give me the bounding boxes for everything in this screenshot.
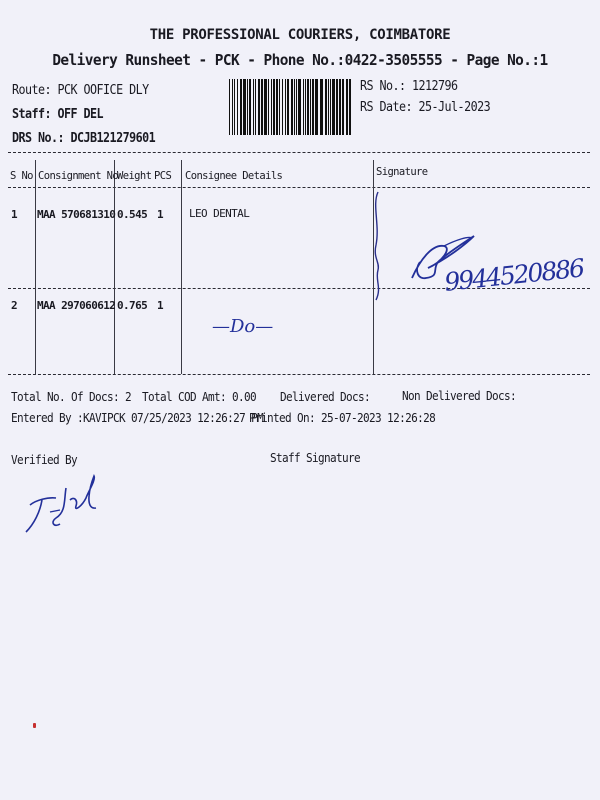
ink-mark (33, 723, 36, 728)
header-consignee: Consignee Details (185, 170, 283, 182)
drs-number: DRS No.: DCJB121279601 (12, 131, 156, 146)
row-2-weight: 0.765 (117, 299, 148, 312)
row-1-sno: 1 (11, 208, 18, 221)
total-cod: Total COD Amt: 0.00 (142, 390, 257, 404)
handwritten-phone: 9944520886 (443, 253, 585, 297)
rs-number: RS No.: 1212796 (360, 79, 458, 94)
runsheet-title: Delivery Runsheet - PCK - Phone No.:0422-3505555 - Page No.:1 (52, 51, 548, 69)
company-name: THE PROFESSIONAL COURIERS, COIMBATORE (149, 27, 451, 43)
row-2-consignment: MAA 297060612 (37, 299, 116, 312)
row-1-consignee: LEO DENTAL (189, 207, 250, 220)
row-1-pcs: 1 (157, 208, 164, 221)
header-signature: Signature (376, 166, 428, 178)
total-docs: Total No. Of Docs: 2 (11, 390, 132, 404)
header-sno: S No (10, 170, 33, 182)
rs-date: RS Date: 25-Jul-2023 (360, 100, 491, 115)
row-2-sno: 2 (11, 299, 18, 312)
staff-label: Staff: OFF DEL (12, 107, 104, 122)
staff-signature-label: Staff Signature (270, 451, 361, 465)
route-label: Route: PCK OOFICE DLY (12, 83, 149, 98)
non-delivered-docs: Non Delivered Docs: (402, 389, 517, 403)
verified-by-label: Verified By (11, 453, 78, 467)
row-1-weight: 0.545 (117, 208, 148, 221)
row-2-ditto-note: —Do— (212, 316, 274, 337)
row-1-consignment: MAA 570681310 (37, 208, 116, 221)
header-pcs: PCS (154, 170, 172, 182)
delivered-docs: Delivered Docs: (280, 390, 371, 404)
printed-on: Printed On: 25-07-2023 12:26:28 (249, 411, 436, 425)
row-2-pcs: 1 (157, 299, 164, 312)
header-consignment: Consignment No (38, 170, 119, 182)
header-weight: Weight (117, 170, 152, 182)
entered-by: Entered By :KAVIPCK 07/25/2023 12:26:27 PM (11, 411, 264, 425)
